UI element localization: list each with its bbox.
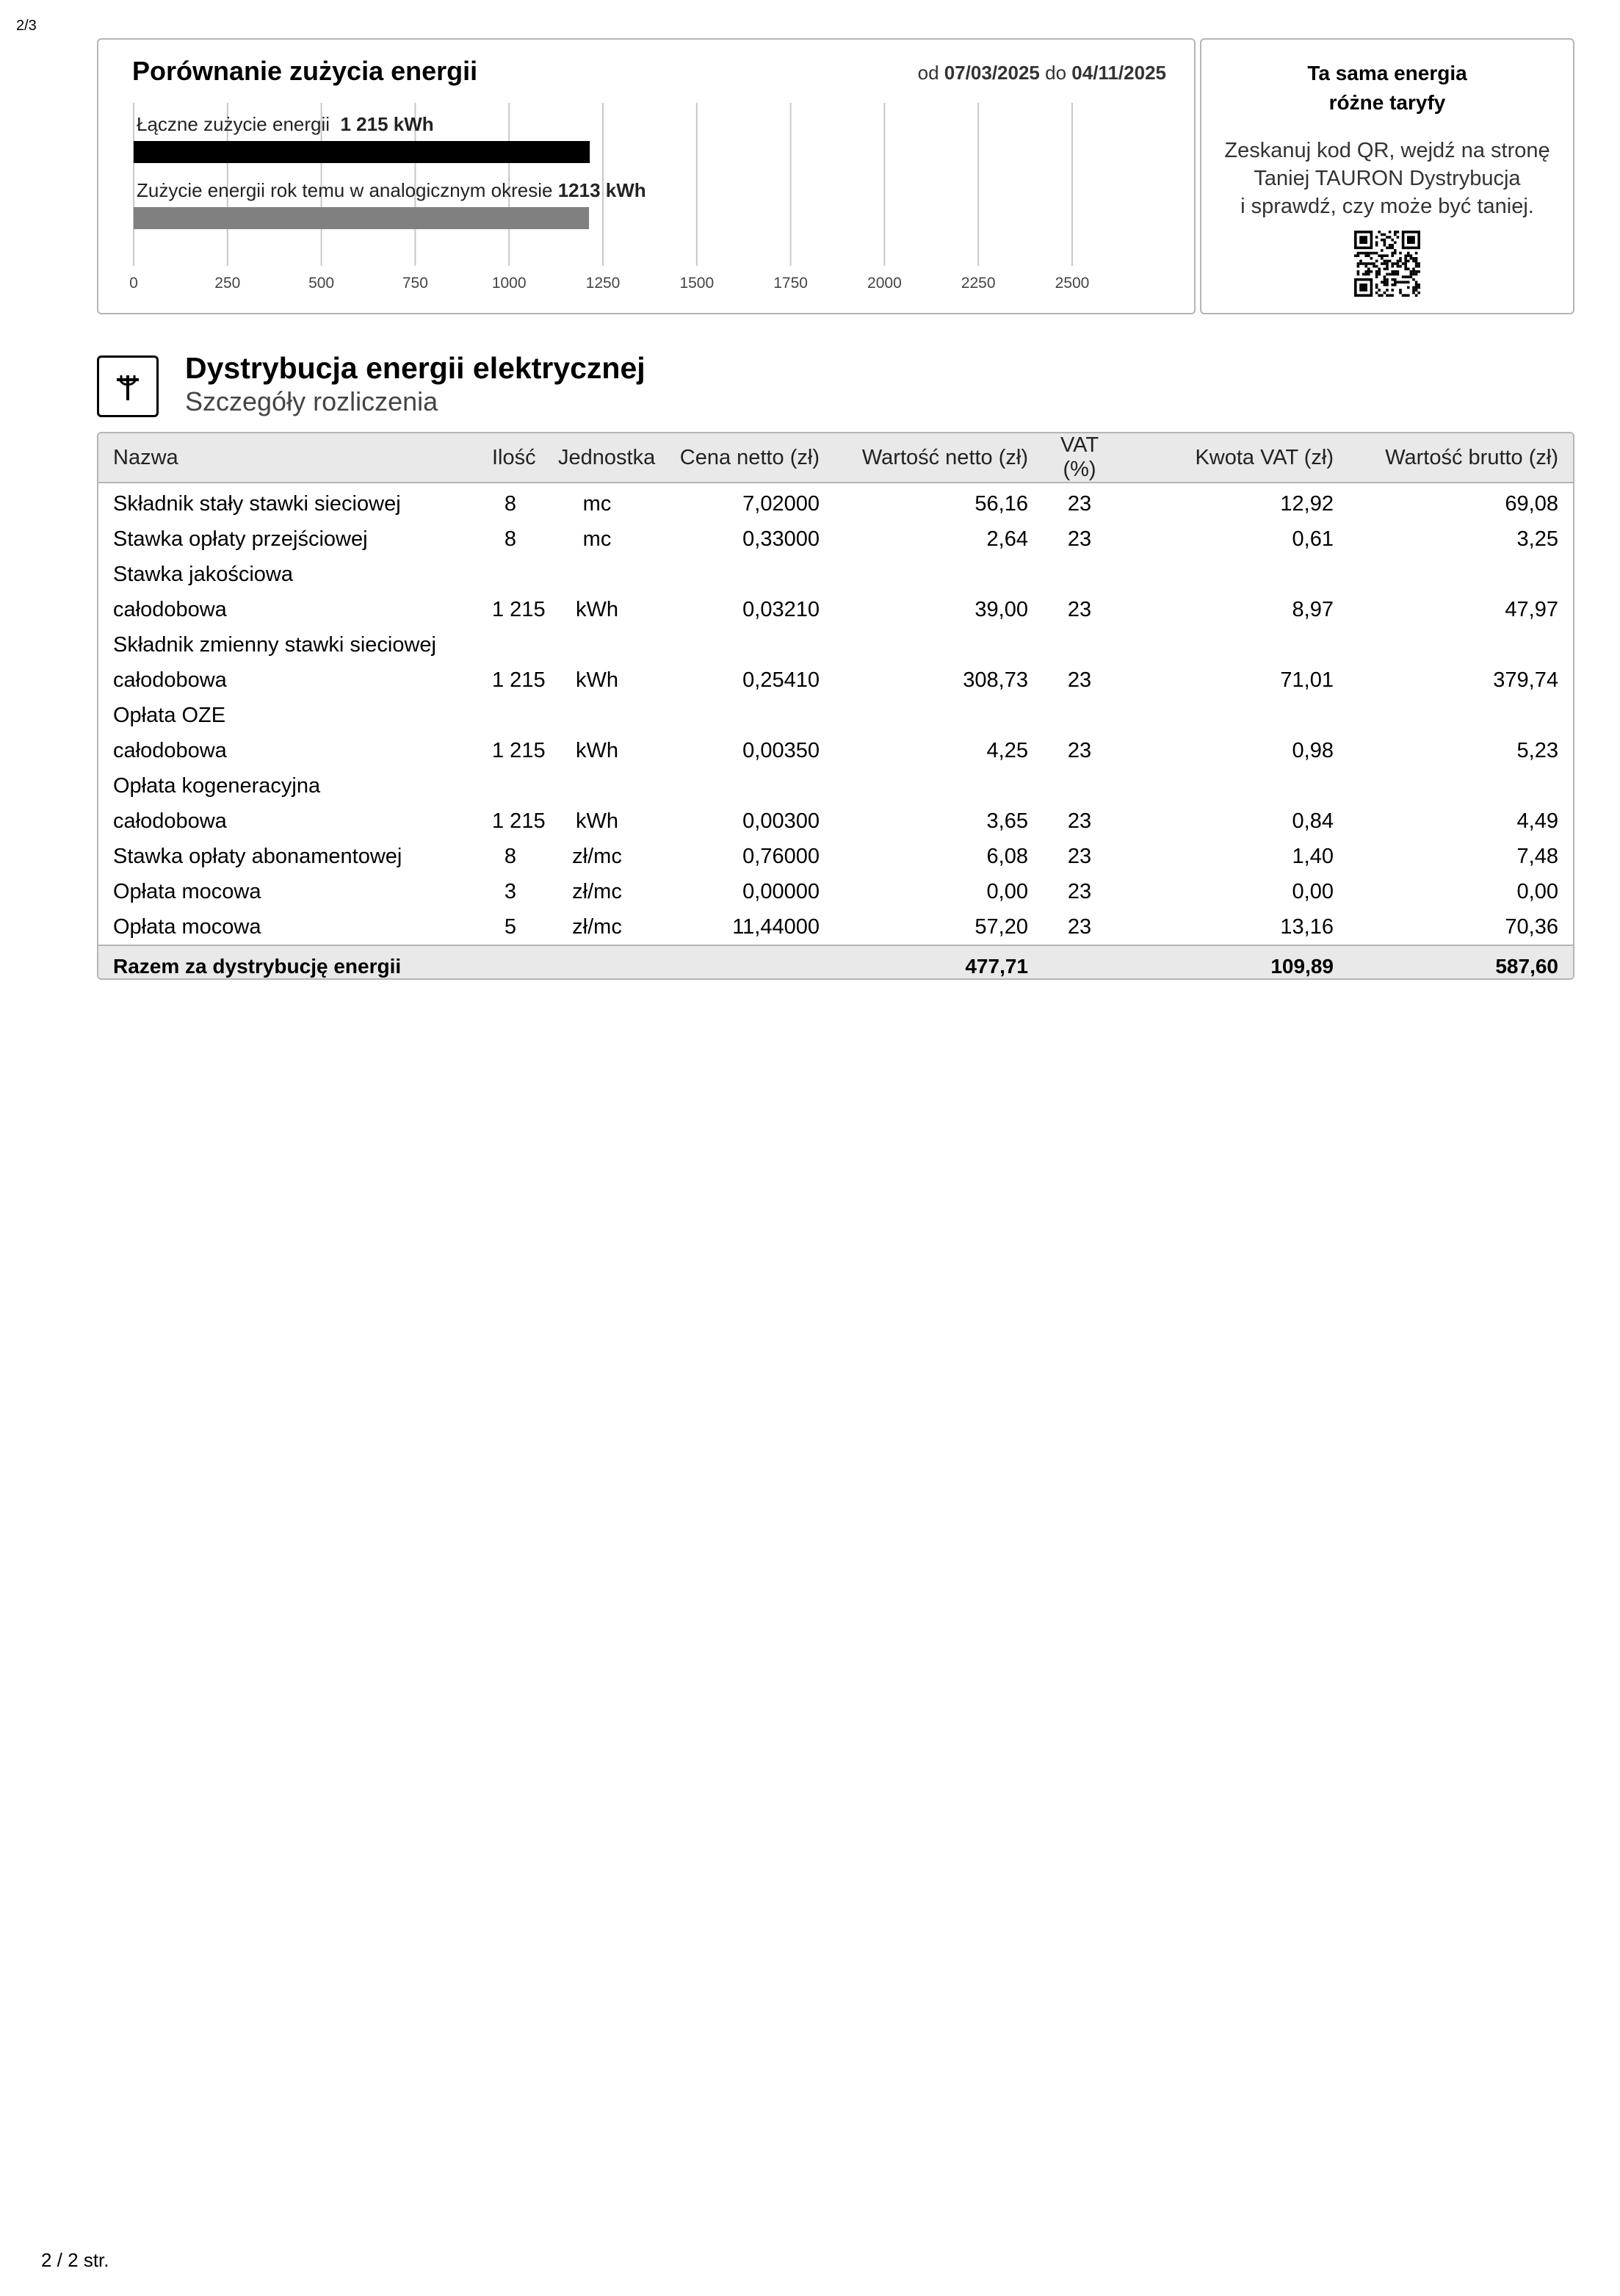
x-tick-label: 1750 [773, 275, 808, 292]
cell-net-price: 7,02000 [742, 491, 820, 516]
cell-name: Stawka opłaty przejściowej [113, 527, 368, 551]
cell-vat-rate [1043, 557, 1116, 592]
col-header-net-value: Wartość netto (zł) [861, 445, 1028, 469]
cell-vat-rate: 23 [1067, 844, 1092, 868]
cell-unit: mc [582, 491, 612, 516]
cell-net-value: 56,16 [974, 491, 1028, 516]
cell-vat-rate: 23 [1067, 491, 1092, 516]
table-row [98, 521, 1573, 557]
qr-title [1201, 59, 1573, 118]
table-row [98, 483, 1573, 521]
power-pole-icon [97, 355, 159, 417]
cell-unit: zł/mc [572, 914, 622, 939]
cell-name: Opłata mocowa [113, 879, 261, 903]
x-tick-label: 1000 [491, 275, 527, 292]
cell-gross-value: 5,23 [1516, 738, 1558, 762]
x-tick-label: 500 [308, 275, 335, 292]
cell-name: całodobowa [113, 738, 227, 762]
cell-qty: 1 215 [492, 809, 546, 833]
cell-net-value: 4,25 [986, 738, 1028, 762]
cell-vat-rate [1043, 698, 1116, 733]
table-row [98, 663, 1573, 698]
bar-label [137, 113, 434, 135]
cell-net-price [651, 627, 834, 663]
table-header-row [98, 433, 1573, 483]
cell-name: Składnik stały stawki sieciowej [113, 491, 401, 516]
col-header-qty: Ilość [492, 445, 536, 469]
cell-qty: 5 [504, 914, 517, 939]
x-tick-label: 0 [129, 275, 138, 292]
qr-desc-line1: Zeskanuj kod QR, wejdź na stronę [1224, 139, 1550, 162]
date-prefix: od [917, 62, 939, 84]
cell-unit: kWh [576, 668, 618, 692]
cell-gross-value: 70,36 [1505, 914, 1558, 939]
cell-gross-value [1348, 557, 1573, 592]
cell-gross-value: 0,00 [1516, 879, 1558, 903]
cell-gross-value: 69,08 [1505, 491, 1558, 516]
cell-net-price [651, 557, 834, 592]
x-tick-label: 2500 [1055, 275, 1090, 292]
cell-vat-amount: 13,16 [1280, 914, 1334, 939]
cell-vat-amount: 1,40 [1292, 844, 1334, 868]
cell-net-price: 0,33000 [742, 527, 820, 551]
cell-net-value [834, 557, 1043, 592]
tariff-qr-panel [1200, 38, 1574, 314]
col-header-gross-value: Wartość brutto (zł) [1385, 445, 1558, 469]
date-to: 04/11/2025 [1071, 62, 1166, 84]
section-title: Dystrybucja energii elektrycznej [185, 351, 646, 385]
cell-vat-rate: 23 [1067, 527, 1092, 551]
cell-gross-value: 47,97 [1505, 597, 1558, 621]
cell-net-price: 0,00000 [742, 879, 820, 903]
cell-gross-value: 7,48 [1516, 844, 1558, 868]
col-header-net-price: Cena netto (zł) [679, 445, 820, 469]
cell-qty: 1 215 [492, 668, 546, 692]
cell-qty: 3 [504, 879, 517, 903]
x-tick-label: 2000 [867, 275, 902, 292]
cell-vat-rate [1043, 768, 1116, 804]
cell-unit: kWh [576, 738, 618, 762]
cell-unit: kWh [576, 597, 618, 621]
col-header-vat-amount: Kwota VAT (zł) [1195, 445, 1334, 469]
cell-name: Stawka jakościowa [113, 562, 293, 586]
x-tick-label: 1500 [679, 275, 715, 292]
cell-vat-rate: 23 [1067, 914, 1092, 939]
col-header-vat-rate: VAT (%) [1060, 433, 1099, 481]
cell-net-value [834, 627, 1043, 663]
cell-name: całodobowa [113, 597, 227, 621]
bar-label-name: Zużycie energii rok temu w analogicznym okresie [137, 179, 553, 201]
qr-desc-line3: i sprawdź, czy może być taniej. [1240, 195, 1534, 218]
cell-net-price: 0,00300 [742, 809, 820, 833]
cell-vat-amount: 8,97 [1292, 597, 1334, 621]
cell-net-value: 3,65 [986, 809, 1028, 833]
cell-unit [543, 627, 651, 663]
cell-vat-rate: 23 [1067, 668, 1092, 692]
cell-net-price: 0,76000 [742, 844, 820, 868]
table-row [98, 592, 1573, 627]
cell-net-price [651, 768, 834, 804]
table-row [98, 557, 1573, 592]
cell-qty: 8 [504, 844, 517, 868]
bar-value-label: 1213 kWh [557, 179, 646, 201]
usage-bar [134, 141, 590, 163]
section-subtitle: Szczegóły rozliczenia [185, 386, 438, 416]
cell-net-value: 6,08 [986, 844, 1028, 868]
cell-name: Opłata mocowa [113, 914, 261, 939]
date-from: 07/03/2025 [944, 62, 1040, 84]
cell-net-value: 0,00 [986, 879, 1028, 903]
cell-vat-rate [1043, 627, 1116, 663]
cell-name: Opłata OZE [113, 703, 226, 727]
total-gross: 587,60 [1495, 954, 1558, 978]
qr-code-icon[interactable] [1354, 231, 1420, 297]
total-vat: 109,89 [1270, 954, 1334, 978]
cell-gross-value: 3,25 [1516, 527, 1558, 551]
usage-bar [134, 207, 589, 229]
cell-vat-rate: 23 [1067, 738, 1092, 762]
table-row [98, 874, 1573, 909]
cell-vat-amount [1116, 698, 1348, 733]
x-tick-label: 250 [214, 275, 241, 292]
table-total-row [98, 945, 1573, 980]
usage-bar-chart [97, 38, 1196, 314]
cell-vat-rate: 23 [1067, 597, 1092, 621]
cell-gross-value [1348, 768, 1573, 804]
cell-net-value: 308,73 [963, 668, 1028, 692]
cell-qty: 8 [504, 491, 517, 516]
date-mid: do [1045, 62, 1067, 84]
cell-gross-value: 379,74 [1493, 668, 1558, 692]
total-net: 477,71 [965, 954, 1028, 978]
cell-name: Opłata kogeneracyjna [113, 773, 321, 798]
cell-unit: zł/mc [572, 879, 622, 903]
col-header-name: Nazwa [113, 445, 178, 469]
page-footer: 2 / 2 str. [41, 2249, 109, 2271]
cell-gross-value: 4,49 [1516, 809, 1558, 833]
table-row [98, 627, 1573, 663]
cell-vat-amount [1116, 627, 1348, 663]
cell-vat-amount: 0,00 [1292, 879, 1334, 903]
cell-unit: mc [582, 527, 612, 551]
cell-net-price [651, 698, 834, 733]
cell-qty [477, 698, 543, 733]
cell-vat-rate: 23 [1067, 809, 1092, 833]
cell-net-price: 11,44000 [732, 914, 820, 939]
cell-name: całodobowa [113, 809, 227, 833]
cell-vat-amount: 0,61 [1292, 527, 1334, 551]
table-row [98, 733, 1573, 768]
cell-net-value: 2,64 [986, 527, 1028, 551]
bar-label [137, 179, 646, 201]
cell-net-value: 39,00 [974, 597, 1028, 621]
cell-unit: kWh [576, 809, 618, 833]
table-row [98, 839, 1573, 874]
cell-gross-value [1348, 698, 1573, 733]
qr-title-line2: różne taryfy [1328, 91, 1446, 114]
cell-qty: 8 [504, 527, 517, 551]
table-row [98, 768, 1573, 804]
bar-value-label: 1 215 kWh [340, 113, 434, 135]
x-tick-label: 1250 [585, 275, 621, 292]
bar-label-name: Łączne zużycie energii [137, 113, 330, 135]
cell-net-value: 57,20 [974, 914, 1028, 939]
cell-net-price: 0,25410 [742, 668, 820, 692]
cell-unit [543, 557, 651, 592]
col-header-unit: Jednostka [558, 445, 656, 469]
cell-qty [477, 768, 543, 804]
cell-name: Składnik zmienny stawki sieciowej [113, 632, 436, 657]
table-row [98, 804, 1573, 839]
cell-net-value [834, 698, 1043, 733]
cell-unit: zł/mc [572, 844, 622, 868]
cell-name: całodobowa [113, 668, 227, 692]
distribution-table [97, 432, 1574, 980]
cell-gross-value [1348, 627, 1573, 663]
table-row [98, 909, 1573, 945]
cell-net-price: 0,00350 [742, 738, 820, 762]
cell-vat-amount: 0,98 [1292, 738, 1334, 762]
cell-vat-amount [1116, 768, 1348, 804]
cell-qty [477, 557, 543, 592]
cell-vat-amount: 0,84 [1292, 809, 1334, 833]
cell-qty: 1 215 [492, 738, 546, 762]
cell-qty: 1 215 [492, 597, 546, 621]
qr-desc-line2: Taniej TAURON Dystrybucja [1254, 167, 1521, 190]
cell-unit [543, 768, 651, 804]
cell-name: Stawka opłaty abonamentowej [113, 844, 402, 868]
total-label: Razem za dystrybucję energii [113, 954, 402, 978]
page-number-top: 2/3 [16, 18, 37, 34]
comparison-title: Porównanie zużycia energii [132, 56, 478, 86]
cell-vat-amount: 12,92 [1280, 491, 1334, 516]
x-tick-label: 2250 [961, 275, 996, 292]
qr-title-line1: Ta sama energia [1307, 62, 1467, 84]
table-row [98, 698, 1573, 733]
cell-net-price: 0,03210 [742, 597, 820, 621]
cell-net-value [834, 768, 1043, 804]
cell-qty [477, 627, 543, 663]
cell-vat-amount [1116, 557, 1348, 592]
cell-unit [543, 698, 651, 733]
x-tick-label: 750 [402, 275, 428, 292]
cell-vat-amount: 71,01 [1280, 668, 1334, 692]
cell-vat-rate: 23 [1067, 879, 1092, 903]
qr-description [1201, 137, 1573, 220]
